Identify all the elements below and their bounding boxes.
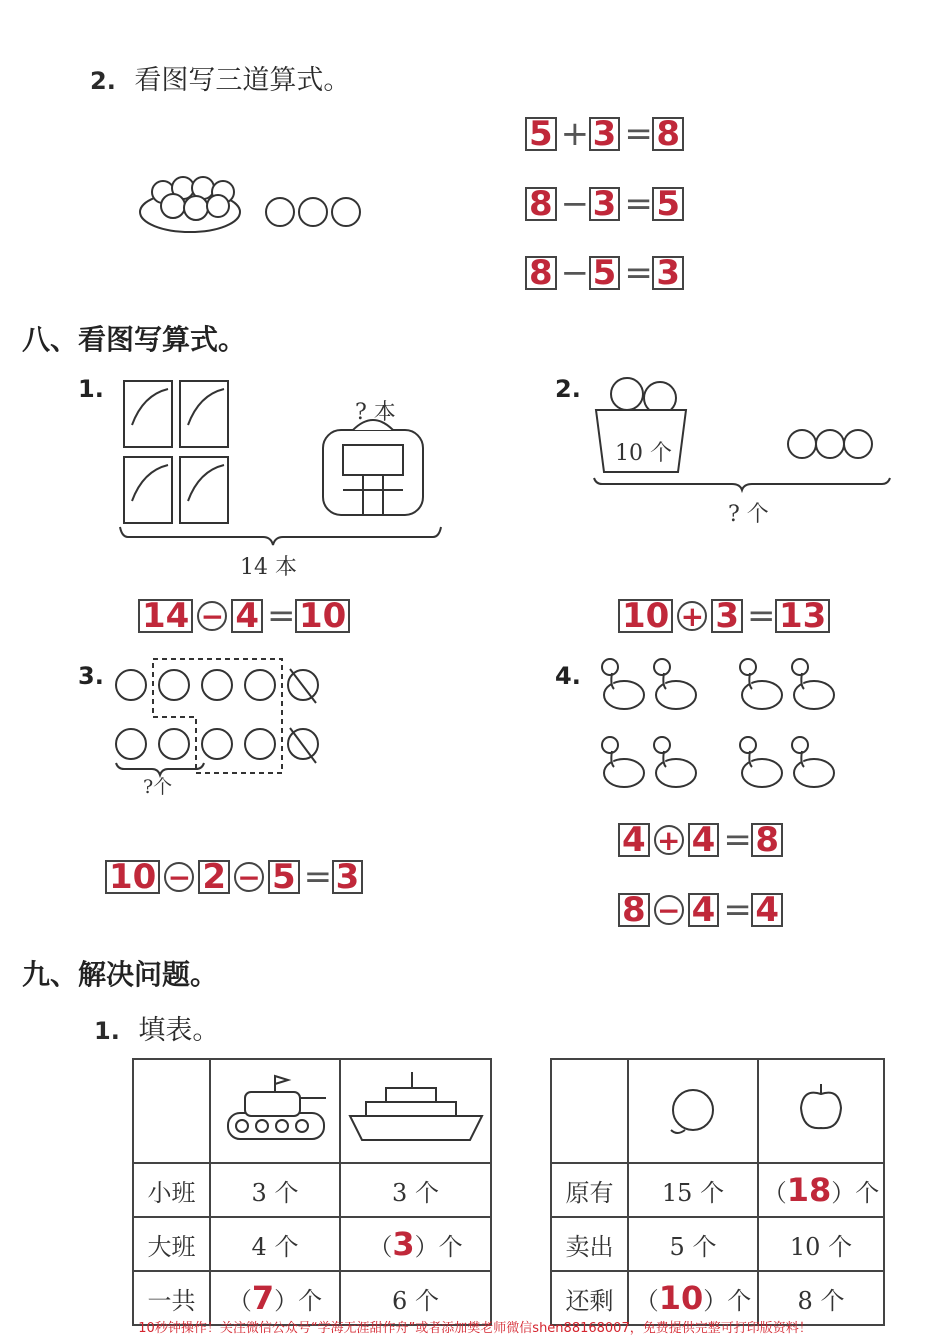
- answer-box: 5: [652, 187, 684, 221]
- row-label: 原有: [551, 1163, 628, 1217]
- answer-operator: −: [197, 601, 227, 631]
- answer-box: 3: [652, 256, 684, 290]
- section-9-title: 九、解决问题。: [22, 958, 219, 991]
- ship-icon: [340, 1059, 491, 1163]
- answer-box: 5: [589, 256, 621, 290]
- answer-cell: （18）个: [758, 1163, 884, 1217]
- answer-box: 5: [268, 860, 300, 894]
- answer-box: 8: [618, 893, 650, 927]
- answer-operator: +: [654, 825, 684, 855]
- answer-box: 4: [618, 823, 650, 857]
- answer-box: 2: [198, 860, 230, 894]
- geese-icon: [598, 655, 843, 800]
- toys-table: [132, 1058, 492, 1326]
- p3-equation: 10 − 2 − 5 = 3: [105, 857, 363, 897]
- basket-count-label: 10 个: [615, 441, 672, 466]
- table-cell: 3 个: [210, 1163, 340, 1217]
- answer-operator: −: [654, 895, 684, 925]
- apple-basket-icon: [138, 170, 378, 240]
- table-cell: 15 个: [628, 1163, 758, 1217]
- answer-box: 4: [231, 599, 263, 633]
- row-label: 一共: [133, 1271, 210, 1325]
- table-cell: 8 个: [758, 1271, 884, 1325]
- total-books-label: 14 本: [240, 555, 297, 580]
- answer-box: 14: [138, 599, 193, 633]
- row-label: 还剩: [551, 1271, 628, 1325]
- answer-cell: （10）个: [628, 1271, 758, 1325]
- peach-basket-icon: [592, 372, 892, 497]
- answer-box: 3: [589, 117, 621, 151]
- unknown-books-label: ? 本: [355, 400, 396, 425]
- answer-operator: +: [677, 601, 707, 631]
- problem-3-number: 3.: [78, 662, 104, 690]
- answer-cell: （7）个: [210, 1271, 340, 1325]
- answer-box: 4: [751, 893, 783, 927]
- p2-equation: 10 + 3 = 13: [618, 596, 830, 636]
- q2-equation-1: 5 + 3 = 8: [525, 114, 684, 154]
- row-label: 卖出: [551, 1217, 628, 1271]
- problem-1-number: 1.: [78, 375, 104, 403]
- answer-box: 8: [525, 187, 557, 221]
- problem-4-number: 4.: [555, 662, 581, 690]
- answer-box: 10: [295, 599, 350, 633]
- answer-box: 3: [332, 860, 364, 894]
- answer-box: 10: [618, 599, 673, 633]
- answer-box: 8: [751, 823, 783, 857]
- table-cell: 6 个: [340, 1271, 491, 1325]
- answer-box: 4: [688, 893, 720, 927]
- answer-cell: （3）个: [340, 1217, 491, 1271]
- circles-diagram-icon: [112, 655, 332, 780]
- answer-box: 10: [105, 860, 160, 894]
- footer-notice: 10秒钟操作！关注微信公众号“学海无涯甜作舟”或者添加樊老师微信shen88168007，免费提供完整可打印版资料！: [138, 1321, 812, 1336]
- row-label: 大班: [133, 1217, 210, 1271]
- p4-equation-2: 8 − 4 = 4: [618, 890, 783, 930]
- p4-equation-1: 4 + 4 = 8: [618, 820, 783, 860]
- answer-box: 5: [525, 117, 557, 151]
- peach-icon: [628, 1059, 758, 1163]
- row-label: 小班: [133, 1163, 210, 1217]
- fruit-table: [550, 1058, 885, 1326]
- table-cell: 4 个: [210, 1217, 340, 1271]
- apple-icon: [758, 1059, 884, 1163]
- problem-2-number: 2.: [555, 375, 581, 403]
- q2-equation-3: 8 − 5 = 3: [525, 253, 684, 293]
- answer-box: 8: [525, 256, 557, 290]
- section-8-title: 八、看图写算式。: [22, 323, 247, 356]
- answer-box: 8: [652, 117, 684, 151]
- answer-operator: −: [164, 862, 194, 892]
- tank-icon: [210, 1059, 340, 1163]
- unknown-peaches-label: ? 个: [728, 502, 769, 527]
- answer-box: 3: [711, 599, 743, 633]
- answer-operator: −: [234, 862, 264, 892]
- p1-equation: 14 − 4 = 10: [138, 596, 350, 636]
- answer-box: 4: [688, 823, 720, 857]
- unknown-circles-label: ?个: [143, 776, 173, 798]
- answer-box: 13: [775, 599, 830, 633]
- table-cell: 3 个: [340, 1163, 491, 1217]
- question-2-heading: 2. 看图写三道算式。: [90, 65, 351, 96]
- table-cell: 10 个: [758, 1217, 884, 1271]
- answer-box: 3: [589, 187, 621, 221]
- table-cell: 5 个: [628, 1217, 758, 1271]
- fill-table-heading: 1. 填表。: [94, 1015, 220, 1046]
- q2-equation-2: 8 − 3 = 5: [525, 184, 684, 224]
